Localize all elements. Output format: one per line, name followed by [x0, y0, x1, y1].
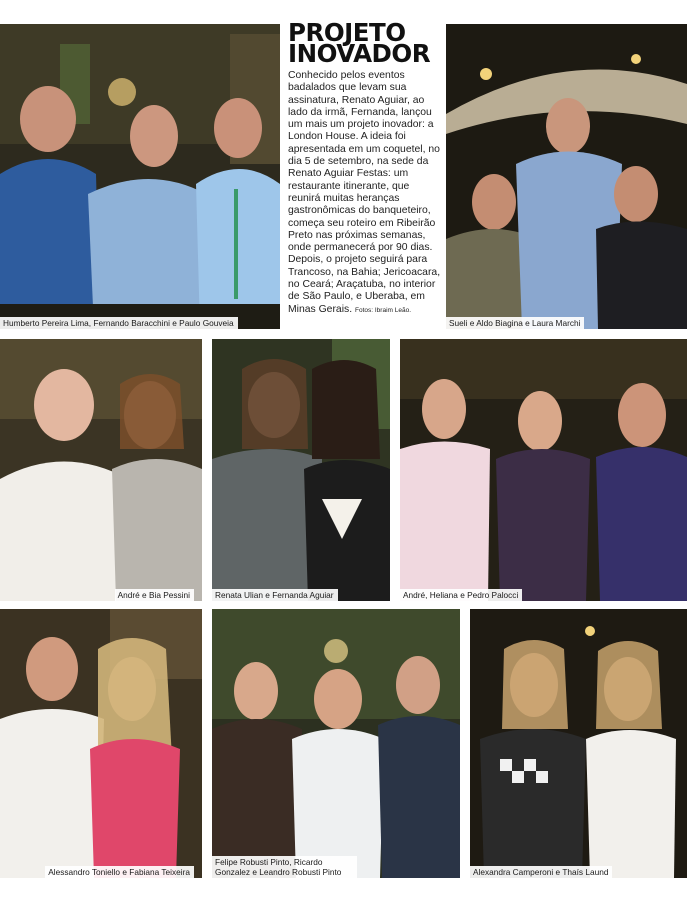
photo-5	[400, 339, 687, 601]
photo-1-caption: Humberto Pereira Lima, Fernando Baracchini e Paulo Gouveia	[0, 317, 238, 329]
photo-7-image	[212, 609, 460, 878]
title-line-1: PROJETO	[288, 18, 406, 47]
photo-6	[0, 609, 202, 878]
photo-4-caption: Renata Ulian e Fernanda Aguiar	[212, 589, 338, 601]
photo-2-image	[446, 24, 687, 329]
photo-8-image	[470, 609, 687, 878]
photo-2	[446, 24, 687, 329]
photo-4	[212, 339, 390, 601]
photo-4-image	[212, 339, 390, 601]
photo-7-caption: Felipe Robusti Pinto, Ricardo Gonzalez e Leandro Robusti Pinto	[212, 856, 357, 878]
article-body	[288, 70, 442, 317]
photo-1-image	[0, 24, 280, 329]
photo-credit: Fotos: Ibraim Leão.	[355, 306, 411, 314]
photo-5-image	[400, 339, 687, 601]
article-body-text: Conhecido pelos eventos badalados que levam sua assinatura, Renato Aguiar, ao lado da irmã, Fernanda, lançou um mais um projeto inovador: a London House. A ideia foi apresentada em um coquetel, no dia 5 de setembro, na sede da Renato Aguiar Festas: um restaurante itinerante, que reunirá muitas heranças gastronômicas do banqueteiro, começa seu roteiro em Ribeirão Preto nas próximas semanas, onde permanecerá por 90 dias. Depois, o projeto seguirá para Trancoso, na Bahia; Jericoacara, no Ceará; Araçatuba, no interior de São Paulo, e Uberaba, em Minas Gerais.	[288, 70, 441, 315]
title-line-2: INOVADOR	[288, 39, 431, 68]
photo-5-caption: André, Heliana e Pedro Palocci	[400, 589, 522, 601]
photo-8	[470, 609, 687, 878]
photo-2-caption: Sueli e Aldo Biagina e Laura Marchi	[446, 317, 584, 329]
photo-3-image	[0, 339, 202, 601]
photo-1	[0, 24, 280, 329]
photo-3-caption: André e Bia Pessini	[115, 589, 194, 601]
photo-8-caption: Alexandra Camperoni e Thaís Laund	[470, 866, 612, 878]
photo-7	[212, 609, 460, 878]
photo-6-image	[0, 609, 202, 878]
article-title	[288, 18, 440, 68]
photo-3	[0, 339, 202, 601]
photo-6-caption: Alessandro Toniello e Fabiana Teixeira	[45, 866, 194, 878]
